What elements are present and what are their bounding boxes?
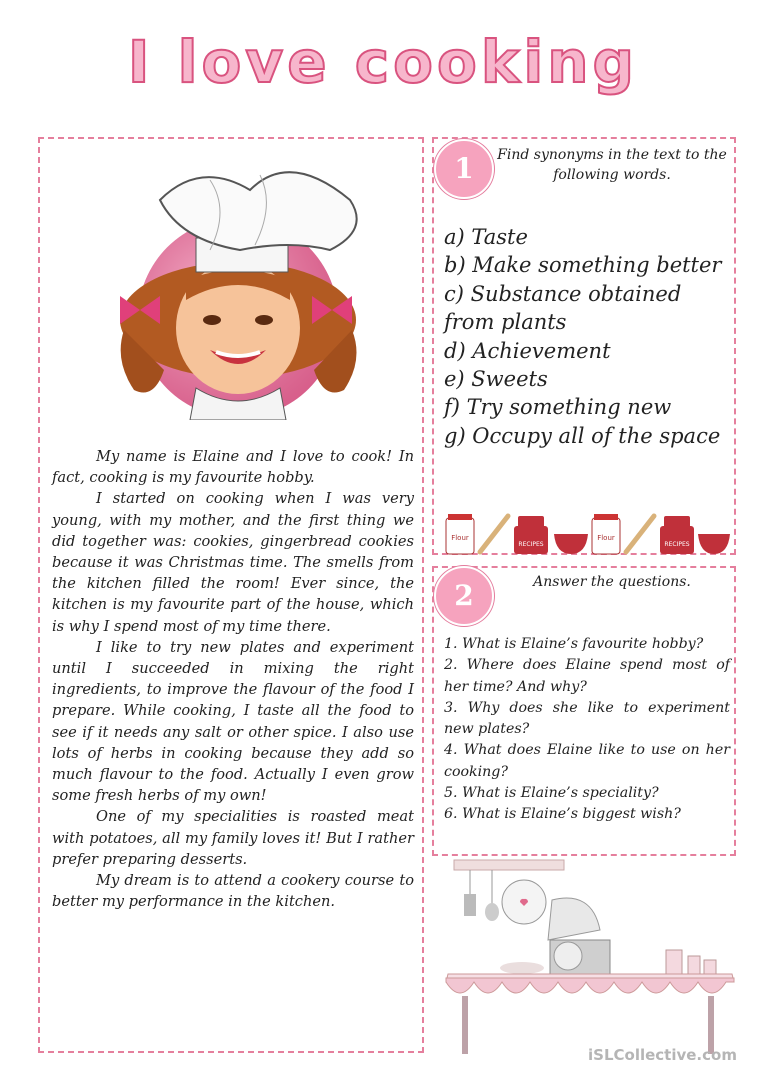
flour-jar-icon xyxy=(592,514,620,554)
story-paragraph: I started on cooking when I was very young, with my mother, and the first thing we did together was: cookies, gingerbread cookies because it was Christmas time. The smells from the kitchen filled the room! Ever since, the kitchen is my favourite part of the house, which is why I spend most of my time there. xyxy=(52,490,414,635)
list-item: 4. What does Elaine like to use on her cooking? xyxy=(444,742,730,780)
synonym-list xyxy=(444,223,728,450)
list-item: 2. Where does Elaine spend most of her time? And why? xyxy=(444,657,730,695)
story-text xyxy=(52,446,414,912)
question-list xyxy=(444,634,730,826)
worksheet-title: I love cooking xyxy=(127,28,639,96)
list-item: 6. What is Elaine’s biggest wish? xyxy=(444,806,681,823)
kitchen-jars-decoration xyxy=(442,510,732,556)
recipes-box-icon xyxy=(514,516,548,554)
list-item: c) Substance obtained from plants xyxy=(444,281,682,335)
list-item: e) Sweets xyxy=(444,367,548,392)
story-paragraph: One of my specialities is roasted meat with potatoes, all my family loves it! But I rather prefer preparing desserts. xyxy=(52,808,414,868)
story-paragraph: My dream is to attend a cookery course to better my performance in the kitchen. xyxy=(52,872,414,911)
exercise-1-instruction: Find synonyms in the text to the following words. xyxy=(497,147,727,183)
list-item: 5. What is Elaine’s speciality? xyxy=(444,785,659,802)
jar-label: RECIPES xyxy=(518,541,544,548)
exercise-1-number-badge: 1 xyxy=(434,139,494,199)
list-item: f) Try something new xyxy=(444,395,672,420)
watermark: iSLCollective.com xyxy=(588,1046,737,1064)
jar-label: RECIPES xyxy=(664,541,690,548)
jar-label: Flour xyxy=(451,534,469,542)
list-item: d) Achievement xyxy=(444,338,611,363)
kitchen-table-illustration xyxy=(440,858,740,1058)
exercise-2-instruction: Answer the questions. xyxy=(533,574,691,590)
list-item: 1. What is Elaine’s favourite hobby? xyxy=(444,636,704,652)
list-item: b) Make something better xyxy=(444,253,722,278)
list-item: 3. Why does she like to experiment new plates? xyxy=(444,699,730,738)
jar-label: Flour xyxy=(597,534,615,542)
flour-jar-icon xyxy=(446,514,474,554)
story-paragraph: I like to try new plates and experiment until I succeeded in mixing the right ingredients, to improve the flavour of the food I prepare. While cooking, I taste all the food to see if it needs any salt or other spice. I also use lots of herbs in cooking because they add so much flavour to the food. Actually I even grow some fresh herbs of my own! xyxy=(52,638,414,805)
exercise-2-number-badge: 2 xyxy=(434,566,494,626)
list-item: g) Occupy all of the space xyxy=(444,423,721,448)
list-item: a) Taste xyxy=(444,225,528,249)
recipes-box-icon xyxy=(660,516,694,554)
story-paragraph: My name is Elaine and I love to cook! In fact, cooking is my favourite hobby. xyxy=(52,448,414,487)
chef-girl-illustration xyxy=(100,160,380,420)
